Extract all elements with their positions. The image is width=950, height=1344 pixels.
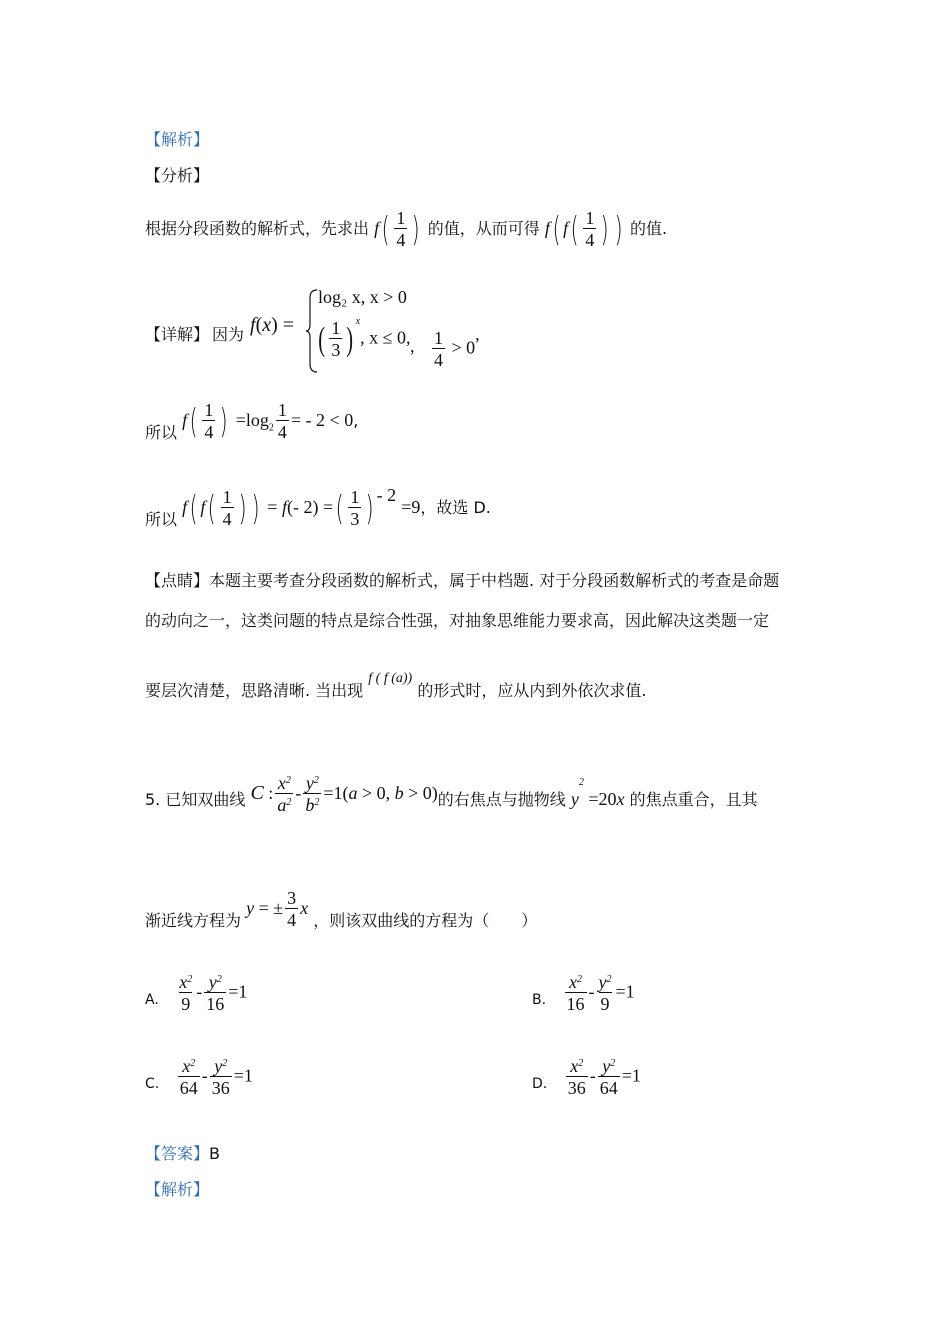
piecewise-case-1: log₂ x, x > 0: [318, 287, 407, 307]
analysis-text-3: 的值.: [630, 219, 668, 238]
comment-line-1: 【点睛】本题主要考查分段函数的解析式，属于中档题. 对于分段函数解析式的考查是命题: [145, 571, 780, 590]
section-tag-xiangjie: 【详解】: [145, 325, 210, 344]
option-a[interactable]: A. $\frac{x^2}{9}$ - $\frac{y^2}{16}$ =1: [145, 972, 248, 1014]
detail-lead: 因为: [212, 325, 245, 344]
section-tag-jiexi-2: 【解析】: [145, 1180, 210, 1199]
answer-value: B: [209, 1144, 220, 1163]
section-tag-jiexi: 【解析】: [145, 130, 210, 149]
math-quarter-positive: $\frac{1}{4}$ > 0,: [434, 323, 480, 370]
math-fx: f(x) =: [250, 314, 295, 336]
analysis-paragraph: 根据分段函数的解析式，先求出 f( $\frac{1}{4}$ ) 的值，从而可得 f( f( $\frac{1}{4}$ ) ) 的值.: [145, 208, 668, 250]
analysis-text-1: 根据分段函数的解析式，先求出: [145, 219, 370, 238]
piecewise-case-2: ( $\frac{1}{3}$ ) $^x$, x ≤ 0,: [318, 316, 411, 360]
detail-step-2: 所以 f( f( $\frac{1}{4}$ ) ) = f(- 2) =( $\frac{1}{3}$ ) $^{- 2}$ =9，故选 D.: [145, 485, 491, 529]
math-f: f: [374, 218, 380, 238]
analysis-text-2: 的值，从而可得: [427, 219, 540, 238]
answer-line: [145, 1141, 220, 1164]
question-5-line-1: 5. 已知双曲线 C : $\frac{x^2}{a^2}$ - $\frac{y^2}{b^2}$ =1(a > 0, b > 0)的右焦点与抛物线 $y^2 =20x$ 的焦点重合，且其: [145, 773, 758, 815]
section-tag-daan: 【答案】: [145, 1144, 210, 1163]
section-tag-dianjing: 【点睛】: [145, 571, 210, 590]
section-tag-fenxi: 【分析】: [145, 166, 210, 185]
comment-line-2: 的动向之一，这类问题的特点是综合性强，对抽象思维能力要求高，因此解决这类题一定: [145, 611, 770, 630]
comment-line-3: 要层次清楚，思路清晰. 当出现 f ( f (a)) 的形式时，应从内到外依次求值.: [145, 671, 647, 700]
question-5-line-2: 渐近线方程为 y = ± $\frac{3}{4}$ x ，则该双曲线的方程为（ ）: [145, 888, 538, 930]
option-d[interactable]: D. $\frac{x^2}{36}$ - $\frac{y^2}{64}$ =1: [532, 1056, 641, 1098]
option-b[interactable]: B. $\frac{x^2}{16}$ - $\frac{y^2}{9}$ =1: [532, 972, 635, 1014]
option-c[interactable]: C. $\frac{x^2}{64}$ - $\frac{y^2}{36}$ =1: [145, 1056, 253, 1098]
detail-step-1: 所以 f( $\frac{1}{4}$ ) $=\log_2$ $\frac{1}{4}$ = - 2 < 0,: [145, 400, 359, 442]
